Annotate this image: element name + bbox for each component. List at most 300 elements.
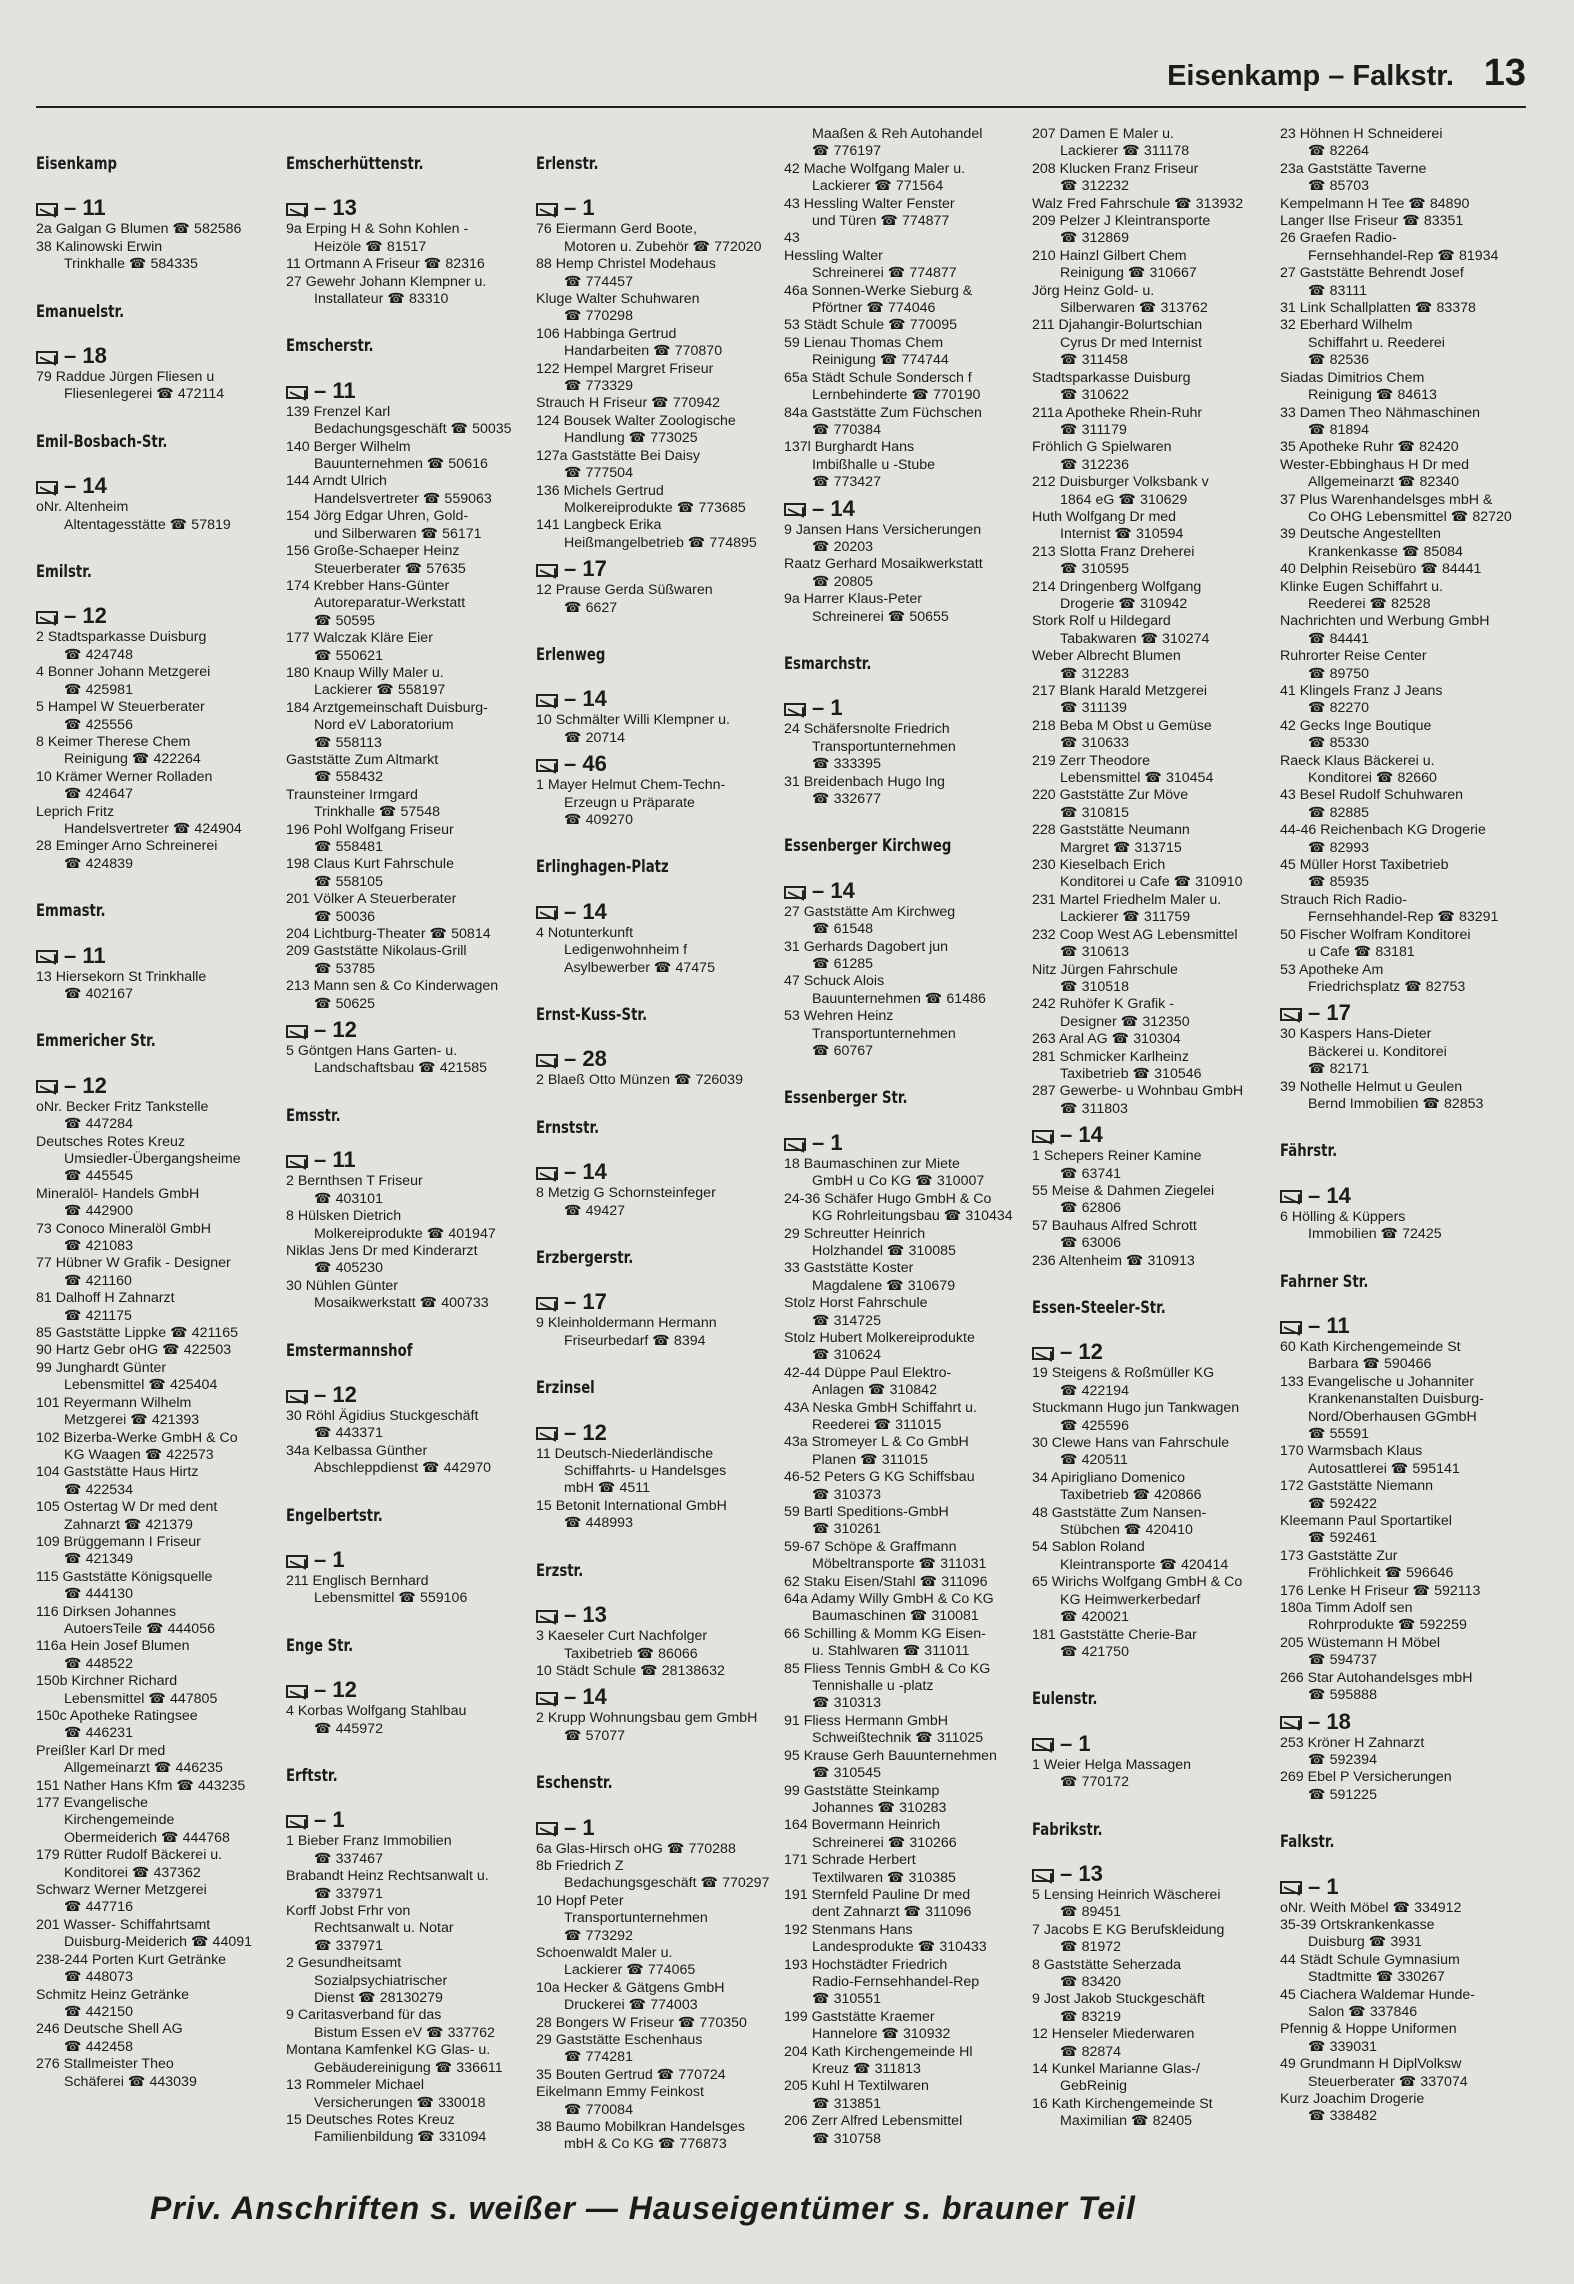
entry-text: Heizöle ☎ 81517 <box>314 238 427 255</box>
entry-continuation <box>1032 874 1243 891</box>
entry-text: ☎ 558113 <box>314 734 382 751</box>
entry-text: Fabrikstr. <box>1032 1819 1103 1840</box>
entry-continuation <box>1032 1014 1243 1031</box>
entry-continuation <box>1032 300 1243 317</box>
directory-entry <box>36 1186 252 1203</box>
entry-text: Holzhandel ☎ 310085 <box>812 1242 956 1259</box>
entry-text: – 14 <box>812 877 855 903</box>
entry-continuation <box>286 491 512 508</box>
entry-text: Strauch H Friseur ☎ 770942 <box>536 395 721 412</box>
entry-text: ☎ 63006 <box>1060 1235 1122 1252</box>
entry-continuation <box>536 812 769 829</box>
directory-entry <box>36 2056 252 2073</box>
directory-entry <box>784 161 1013 178</box>
directory-entry <box>286 508 512 525</box>
postal-district <box>1032 1339 1243 1365</box>
entry-text: mbH ☎ 4511 <box>564 1480 651 1497</box>
directory-entry <box>1032 1627 1243 1644</box>
entry-continuation <box>1280 631 1512 648</box>
entry-text: Transportunternehmen <box>812 738 956 755</box>
postal-district <box>36 943 252 969</box>
entry-text: Raeck Klaus Bäckerei u. <box>1280 752 1435 769</box>
entry-text: ☎ 82536 <box>1308 352 1370 369</box>
entry-text: Nord eV Laboratorium <box>314 717 454 734</box>
directory-entry <box>784 1817 1013 1834</box>
entry-text: 184 Arztgemeinschaft Duisburg- <box>286 699 488 716</box>
entry-continuation <box>1280 1787 1512 1804</box>
entry-continuation <box>1280 1934 1512 1951</box>
entry-text: 35 Bouten Gertrud ☎ 770724 <box>536 2066 726 2083</box>
entry-continuation <box>1032 2044 1243 2061</box>
entry-continuation <box>1032 1235 1243 1252</box>
directory-entry <box>36 1604 252 1621</box>
entry-text: ☎ 82874 <box>1060 2043 1122 2060</box>
entry-continuation <box>286 239 512 256</box>
directory-entry <box>536 1446 769 1463</box>
street-heading <box>536 1250 718 1267</box>
entry-continuation <box>36 1517 252 1534</box>
directory-entry <box>1280 1374 1512 1391</box>
entry-text: Bauunternehmen ☎ 61486 <box>812 990 986 1007</box>
entry-text: Co OHG Lebensmittel ☎ 82720 <box>1308 508 1512 525</box>
entry-text: ☎ 445545 <box>64 1168 133 1185</box>
entry-continuation <box>784 1904 1013 1921</box>
directory-entry <box>286 1243 512 1260</box>
directory-entry <box>1032 317 1243 334</box>
directory-entry <box>1280 1209 1512 1226</box>
entry-text: 42 Gecks Inge Boutique <box>1280 717 1432 734</box>
entry-continuation <box>536 343 769 360</box>
entry-continuation <box>36 2004 252 2021</box>
entry-text: 4 Korbas Wolfgang Stahlbau <box>286 1703 467 1720</box>
entry-text: Klinke Eugen Schiffahrt u. <box>1280 578 1443 595</box>
postal-district <box>36 473 252 499</box>
entry-text: 10 Krämer Werner Rolladen <box>36 768 213 785</box>
entry-continuation <box>1280 700 1512 717</box>
entry-text: – 14 <box>564 898 607 924</box>
envelope-icon <box>286 1555 308 1568</box>
entry-text: 34a Kelbassa Günther <box>286 1442 428 1459</box>
entry-text: ☎ 770084 <box>564 2101 633 2118</box>
entry-text: 44-46 Reichenbach KG Drogerie <box>1280 822 1486 839</box>
entry-continuation <box>1280 1752 1512 1769</box>
entry-text: 1 Mayer Helmut Chem-Techn- <box>536 777 726 794</box>
entry-text: 85 Gaststätte Lippke ☎ 421165 <box>36 1325 238 1342</box>
directory-entry <box>536 925 769 942</box>
directory-entry <box>286 578 512 595</box>
entry-continuation <box>784 1278 1013 1295</box>
entry-text: ☎ 448522 <box>64 1655 133 1672</box>
entry-text: Kleintransporte ☎ 420414 <box>1060 1556 1229 1573</box>
entry-continuation <box>36 786 252 803</box>
entry-text: Transportunternehmen <box>564 1910 708 1927</box>
entry-continuation <box>286 1295 512 1312</box>
entry-text: Preißler Karl Dr med <box>36 1742 166 1759</box>
entry-continuation <box>36 386 252 403</box>
entry-text: 45 Müller Horst Taxibetrieb <box>1280 857 1449 874</box>
directory-entry <box>536 2032 769 2049</box>
entry-text: 170 Warmsbach Klaus <box>1280 1443 1423 1460</box>
entry-text: ☎ 337971 <box>314 1885 383 1902</box>
street-heading <box>286 1340 462 1361</box>
page-number: 13 <box>1483 52 1526 94</box>
entry-text: Schreinerei ☎ 50655 <box>812 608 949 625</box>
street-heading <box>36 156 204 173</box>
entry-text: 9a Harrer Klaus-Peter <box>784 591 922 608</box>
directory-entry <box>1280 492 1512 509</box>
street-heading <box>286 1505 462 1526</box>
directory-entry <box>36 1430 252 1447</box>
directory-entry <box>36 969 252 986</box>
entry-text: 29 Gaststätte Eschenhaus <box>536 2032 703 2048</box>
entry-text: 176 Lenke H Friseur ☎ 592113 <box>1280 1582 1481 1599</box>
entry-text: ☎ 310373 <box>812 1486 881 1503</box>
entry-text: 1 Weier Helga Massagen <box>1032 1756 1192 1773</box>
entry-continuation <box>286 996 512 1013</box>
directory-entry <box>286 630 512 647</box>
entry-text: ☎ 446231 <box>64 1725 133 1742</box>
entry-text: 59 Lienau Thomas Chem <box>784 334 944 351</box>
entry-continuation <box>784 300 1013 317</box>
directory-entry <box>784 248 1013 265</box>
entry-text: ☎ 773427 <box>812 474 881 491</box>
entry-continuation <box>536 1463 769 1480</box>
entry-text: 104 Gaststätte Haus Hirtz <box>36 1464 199 1481</box>
entry-text: ☎ 310758 <box>812 2130 881 2147</box>
entry-continuation <box>1280 1565 1512 1582</box>
entry-continuation <box>36 1238 252 1255</box>
entry-continuation <box>1280 283 1512 300</box>
envelope-icon <box>784 886 806 899</box>
directory-columns <box>36 126 1536 2156</box>
entry-text: Allgemeinarzt ☎ 446235 <box>64 1760 223 1777</box>
entry-text: Stolz Horst Fahrschule <box>784 1295 928 1312</box>
postal-district <box>784 695 1013 721</box>
entry-text: ☎ 558105 <box>314 873 383 890</box>
entry-continuation <box>784 213 1013 230</box>
entry-continuation <box>286 909 512 926</box>
entry-text: Eschenstr. <box>536 1773 613 1794</box>
directory-entry <box>36 2021 252 2038</box>
entry-continuation <box>536 795 769 812</box>
entry-continuation <box>1032 1939 1243 1956</box>
directory-entry <box>536 2067 769 2084</box>
entry-continuation <box>784 739 1013 756</box>
entry-continuation <box>1280 1096 1512 1113</box>
entry-continuation <box>1280 1061 1512 1078</box>
directory-entry <box>536 1710 769 1727</box>
entry-text: Radio-Fernsehhandel-Rep <box>812 1973 980 1990</box>
entry-text: 214 Dringenberg Wolfgang <box>1032 578 1202 595</box>
entry-continuation <box>286 804 512 821</box>
entry-continuation <box>536 1646 769 1663</box>
entry-text: 196 Pohl Wolfgang Friseur <box>286 821 454 838</box>
directory-entry <box>1032 370 1243 387</box>
entry-text: 218 Beba M Obst u Gemüse <box>1032 717 1212 734</box>
entry-text: 1 Bieber Franz Immobilien <box>286 1833 452 1850</box>
entry-text: ☎ 82270 <box>1308 700 1370 717</box>
entry-text: Dienst ☎ 28130279 <box>314 1990 443 2007</box>
entry-text: ☎ 85935 <box>1308 874 1370 891</box>
entry-continuation <box>286 1938 512 1955</box>
directory-entry <box>784 1365 1013 1382</box>
envelope-icon <box>286 1155 308 1168</box>
directory-entry <box>1280 683 1512 700</box>
entry-text: Hannelore ☎ 310932 <box>812 2026 951 2043</box>
entry-text: 2 Gesundheitsamt <box>286 1955 402 1972</box>
directory-entry <box>36 664 252 681</box>
entry-continuation <box>286 961 512 978</box>
entry-text: Tabakwaren ☎ 310274 <box>1060 630 1210 647</box>
directory-entry <box>784 1156 1013 1173</box>
entry-continuation <box>286 421 512 438</box>
entry-text: 281 Schmicker Karlheinz <box>1032 1048 1189 1065</box>
entry-text: Lackierer ☎ 558197 <box>314 682 446 699</box>
directory-entry <box>1280 405 1512 422</box>
envelope-icon <box>36 351 58 364</box>
entry-text: 34 Apirigliano Domenico <box>1032 1469 1185 1486</box>
entry-text: Walz Fred Fahrschule ☎ 313932 <box>1032 195 1244 212</box>
entry-continuation <box>1280 352 1512 369</box>
entry-text: 231 Martel Friedhelm Maler u. <box>1032 891 1222 908</box>
entry-text: Friedrichsplatz ☎ 82753 <box>1308 978 1466 995</box>
entry-text: Reinigung ☎ 310667 <box>1060 265 1197 282</box>
entry-text: 59-67 Schöpe & Graffmann <box>784 1538 957 1555</box>
entry-continuation <box>784 574 1013 591</box>
directory-entry <box>1032 1253 1243 1270</box>
postal-district <box>1032 1122 1243 1148</box>
entry-text: 53 Wehren Heinz <box>784 1008 894 1025</box>
entry-text: 4 Notunterkunft <box>536 924 634 941</box>
entry-continuation <box>784 1835 1013 1852</box>
street-heading <box>1280 1834 1461 1851</box>
entry-continuation <box>286 1226 512 1243</box>
directory-column-1 <box>36 126 252 2091</box>
entry-continuation <box>1032 230 1243 247</box>
entry-text: oNr. Becker Fritz Tankstelle <box>36 1098 209 1115</box>
entry-text: ☎ 60767 <box>812 1043 874 1060</box>
entry-text: 15 Betonit International GmbH <box>536 1497 727 1514</box>
entry-text: Falkstr. <box>1280 1832 1335 1853</box>
entry-continuation <box>536 1333 769 1350</box>
entry-text: GebReinig <box>1060 2078 1128 2095</box>
directory-entry <box>1280 613 1512 630</box>
directory-entry <box>784 1852 1013 1869</box>
entry-text: 137l Burghardt Hans <box>784 439 915 456</box>
directory-entry <box>1032 1049 1243 1066</box>
directory-entry <box>1032 648 1243 665</box>
entry-text: 276 Stallmeister Theo <box>36 2056 174 2073</box>
entry-text: 26 Graefen Radio- <box>1280 230 1397 247</box>
directory-entry <box>784 370 1013 387</box>
entry-continuation <box>1280 2039 1512 2056</box>
envelope-icon <box>36 1080 58 1093</box>
entry-continuation <box>1280 474 1512 491</box>
entry-continuation <box>536 2049 769 2066</box>
directory-entry <box>536 1980 769 1997</box>
entry-text: 48 Gaststätte Zum Nansen- <box>1032 1504 1207 1521</box>
entry-continuation <box>286 1590 512 1607</box>
directory-column-5 <box>1032 126 1243 2131</box>
entry-continuation <box>784 1974 1013 1991</box>
entry-text: u Cafe ☎ 83181 <box>1308 944 1415 961</box>
directory-entry <box>286 1173 512 1190</box>
entry-text: 55 Meise & Dahmen Ziegelei <box>1032 1182 1215 1199</box>
entry-text: Emanuelstr. <box>36 301 125 322</box>
entry-text: ☎ 773292 <box>564 1927 633 1944</box>
entry-text: – 12 <box>1060 1339 1103 1365</box>
entry-text: Obermeiderich ☎ 444768 <box>64 1829 230 1846</box>
entry-text: 287 Gewerbe- u Wohnbau GmbH <box>1032 1083 1244 1100</box>
directory-entry <box>1032 1183 1243 1200</box>
entry-continuation <box>784 1800 1013 1817</box>
entry-continuation <box>286 1260 512 1277</box>
directory-entry <box>784 1574 1013 1591</box>
entry-text: – 14 <box>564 686 607 712</box>
entry-text: 150b Kirchner Richard <box>36 1673 178 1690</box>
entry-text: 8 Gaststätte Seherzada <box>1032 1956 1182 1973</box>
entry-text: Lackierer ☎ 774065 <box>564 1962 696 1979</box>
entry-continuation <box>36 1377 252 1394</box>
entry-continuation <box>1032 422 1243 439</box>
entry-text: Trinkhalle ☎ 584335 <box>64 256 198 273</box>
entry-text: 27 Gaststätte Behrendt Josef <box>1280 265 1464 282</box>
entry-text: ☎ 592394 <box>1308 1751 1377 1768</box>
postal-district <box>36 1073 252 1099</box>
entry-text: 95 Krause Gerh Bauunternehmen <box>784 1747 997 1764</box>
street-heading <box>1280 1271 1461 1292</box>
directory-entry <box>1032 1505 1243 1522</box>
entry-continuation <box>1280 544 1512 561</box>
entry-text: Erzeugn u Präparate <box>564 794 695 811</box>
street-heading <box>1032 1819 1197 1840</box>
entry-continuation <box>36 256 252 273</box>
entry-text: Siadas Dimitrios Chem <box>1280 369 1425 386</box>
directory-entry <box>286 787 512 804</box>
entry-continuation <box>784 178 1013 195</box>
postal-district <box>1032 1731 1243 1757</box>
entry-text: ☎ 558432 <box>314 769 383 786</box>
entry-text: 42 Mache Wolfgang Maler u. <box>784 160 966 177</box>
directory-entry <box>36 804 252 821</box>
entry-text: Asylbewerber ☎ 47475 <box>564 959 715 976</box>
entry-continuation <box>1032 805 1243 822</box>
entry-continuation <box>784 1452 1013 1469</box>
directory-entry <box>784 230 1013 247</box>
entry-text: 81 Dalhoff H Zahnarzt <box>36 1290 175 1307</box>
entry-continuation <box>784 1243 1013 1260</box>
entry-text: 50 Fischer Wolfram Konditorei <box>1280 926 1471 943</box>
directory-entry <box>1032 1031 1243 1048</box>
entry-continuation <box>286 2095 512 2112</box>
directory-entry <box>784 973 1013 990</box>
directory-entry <box>1280 300 1512 317</box>
directory-entry <box>1032 213 1243 230</box>
entry-text: ☎ 310815 <box>1060 804 1129 821</box>
entry-text: mbH & Co KG ☎ 776873 <box>564 2136 727 2153</box>
entry-text: Essenberger Kirchweg <box>784 836 952 857</box>
postal-district <box>536 1602 769 1628</box>
directory-entry <box>536 2084 769 2101</box>
envelope-icon <box>536 1054 558 1067</box>
entry-text: Pförtner ☎ 774046 <box>812 300 936 317</box>
entry-text: Möbeltransporte ☎ 311031 <box>812 1556 987 1573</box>
entry-text: ☎ 82993 <box>1308 839 1370 856</box>
entry-continuation <box>536 308 769 325</box>
entry-text: 30 Kaspers Hans-Dieter <box>1280 1026 1432 1043</box>
entry-text: ☎ 591225 <box>1308 1786 1377 1803</box>
directory-entry <box>536 395 769 412</box>
entry-text: Niklas Jens Dr med Kinderarzt <box>286 1242 478 1259</box>
entry-continuation <box>784 1643 1013 1660</box>
directory-entry <box>784 1626 1013 1643</box>
envelope-icon <box>286 386 308 399</box>
postal-district <box>286 1017 512 1043</box>
entry-continuation <box>536 2102 769 2119</box>
directory-entry <box>1280 161 1512 178</box>
entry-continuation <box>286 769 512 786</box>
directory-entry <box>36 1847 252 1864</box>
entry-text: Friseurbedarf ☎ 8394 <box>564 1332 706 1349</box>
entry-text: 212 Duisburger Volksbank v <box>1032 474 1209 491</box>
entry-text: – 13 <box>564 1602 607 1628</box>
entry-text: Zahnarzt ☎ 421379 <box>64 1516 193 1533</box>
entry-text: 116a Hein Josef Blumen <box>36 1638 190 1655</box>
directory-entry <box>1280 2021 1512 2038</box>
entry-text: 10 Hopf Peter <box>536 1892 624 1909</box>
entry-text: Fährstr. <box>1280 1141 1338 1162</box>
directory-entry <box>1032 196 1243 213</box>
directory-entry <box>1280 753 1512 770</box>
entry-continuation <box>286 735 512 752</box>
street-heading <box>36 1033 204 1050</box>
postal-district <box>1280 1709 1512 1735</box>
envelope-icon <box>36 481 58 494</box>
entry-text: 43 Besel Rudolf Schuhwaren <box>1280 787 1463 804</box>
directory-entry <box>536 326 769 343</box>
directory-entry <box>36 499 252 516</box>
entry-text: 209 Gaststätte Nikolaus-Grill <box>286 943 467 960</box>
entry-continuation <box>784 457 1013 474</box>
entry-continuation <box>784 1043 1013 1060</box>
entry-continuation <box>536 1997 769 2014</box>
directory-entry <box>1280 1548 1512 1565</box>
entry-text: Designer ☎ 312350 <box>1060 1013 1190 1030</box>
directory-entry <box>1280 1987 1512 2004</box>
entry-text: ☎ 425556 <box>64 716 133 733</box>
directory-entry <box>1032 1470 1243 1487</box>
entry-text: Schäferei ☎ 443039 <box>64 2073 197 2090</box>
entry-text: 13 Hiersekorn St Trinkhalle <box>36 968 207 985</box>
entry-text: 266 Star Autohandelsges mbH <box>1280 1669 1473 1686</box>
directory-entry <box>536 361 769 378</box>
entry-text: 28 Eminger Arno Schreinerei <box>36 838 218 855</box>
directory-column-3 <box>536 126 769 2154</box>
entry-text: Kreuz ☎ 311813 <box>812 2061 921 2077</box>
entry-continuation <box>784 126 1013 143</box>
entry-continuation <box>1032 2009 1243 2026</box>
entry-text: 1864 eG ☎ 310629 <box>1060 491 1188 508</box>
entry-text: und Türen ☎ 774877 <box>812 213 950 230</box>
directory-entry <box>784 1957 1013 1974</box>
entry-continuation <box>536 274 769 291</box>
entry-text: – 13 <box>1060 1860 1103 1886</box>
entry-text: Kirchengemeinde <box>64 1812 175 1829</box>
entry-text: – 1 <box>564 195 595 221</box>
envelope-icon <box>536 1610 558 1623</box>
postal-district <box>536 899 769 925</box>
entry-text: Abschleppdienst ☎ 442970 <box>314 1460 492 1477</box>
